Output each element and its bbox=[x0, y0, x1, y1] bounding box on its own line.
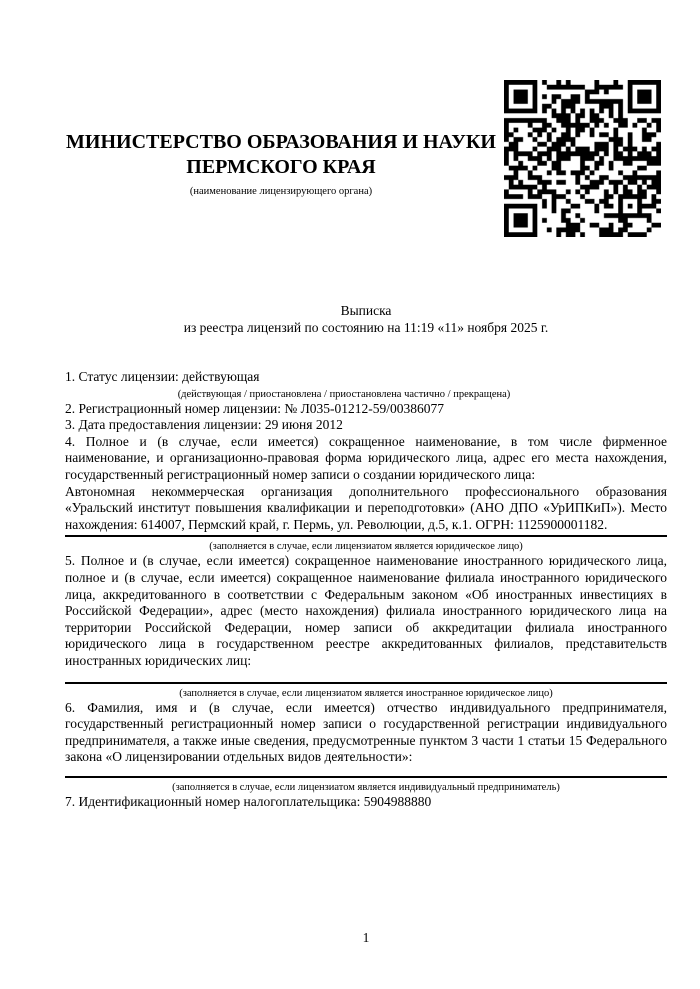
divider-entrepreneur bbox=[65, 776, 667, 778]
item-entrepreneur-question: 6. Фамилия, имя и (в случае, если имеется) отчество индивидуального предпринимателя, государственный регистрационный номер записи о государственной регистрации индивидуального предпринимателя, а также иные сведения, предусмотренные пунктом 3 части 1 статьи 15 Федерального закона «О лицензировании отдельных видов деятельности»: bbox=[65, 699, 667, 765]
divider-legal-entity bbox=[65, 535, 667, 537]
document-title-line1: Выписка bbox=[340, 303, 392, 318]
item-legal-entity-question: 4. Полное и (в случае, если имеется) сокращенное наименование, в том числе фирменное наименование, и организационно-правовая форма юридического лица, адрес его места нахождения, государственный регистрационный номер записи о создании юридического лица: bbox=[65, 433, 667, 482]
item-taxpayer-number: 7. Идентификационный номер налогоплательщика: 5904988880 bbox=[65, 793, 432, 809]
page-number: 1 bbox=[362, 930, 370, 945]
licensing-authority-block bbox=[62, 130, 500, 198]
document-title-line2: из реестра лицензий по состоянию на 11:19 «11» ноября 2025 г. bbox=[183, 320, 549, 335]
item-foreign-entity-question: 5. Полное и (в случае, если имеется) сокращенное наименование иностранного юридического лица, полное и (в случае, если имеется) сокращенное наименование филиала иностранного юридического лица, аккредитованного в соответствии с Федеральным законом «Об иностранных инвестициях в Российской Федерации», адрес (место нахождения) филиала иностранного юридического лица на территории Российской Федерации, номер записи об аккредитации филиала иностранного юридического лица в государственном реестре аккредитованных филиалов, представительств иностранных юридических лиц: bbox=[65, 553, 667, 668]
foreign-entity-caption: (заполняется в случае, если лицензиатом является иностранное юридическое лицо) bbox=[179, 687, 553, 699]
ministry-caption: (наименование лицензирующего органа) bbox=[189, 186, 373, 197]
item-registration-number: 2. Регистрационный номер лицензии: № Л035-01212-59/00386077 bbox=[65, 400, 445, 416]
ministry-name-line2: ПЕРМСКОГО КРАЯ bbox=[186, 156, 376, 178]
item-license-status-caption: (действующая / приостановлена / приостановлена частично / прекращена) bbox=[177, 388, 511, 400]
item-license-status: 1. Статус лицензии: действующая bbox=[65, 369, 260, 384]
entrepreneur-caption: (заполняется в случае, если лицензиатом является индивидуальный предприниматель) bbox=[172, 781, 560, 793]
item-legal-entity-answer: Автономная некоммерческая организация дополнительного профессионального образования «Уральский институт повышения квалификации и переподготовки» (АНО ДПО «УрИПКиП»). Место нахождения: 614007, Пермский край, г. Пермь, ул. Революции, д.5, к.1. ОГРН: 1125900001182. bbox=[65, 483, 667, 532]
divider-foreign-entity bbox=[65, 682, 667, 684]
document-body bbox=[65, 369, 667, 810]
legal-entity-caption: (заполняется в случае, если лицензиатом является юридическое лицо) bbox=[209, 541, 523, 553]
ministry-name-line1: МИНИСТЕРСТВО ОБРАЗОВАНИЯ И НАУКИ bbox=[66, 131, 496, 153]
document-title bbox=[65, 302, 667, 336]
qr-code bbox=[504, 80, 661, 237]
item-grant-date: 3. Дата предоставления лицензии: 29 июня 2012 bbox=[65, 417, 343, 433]
